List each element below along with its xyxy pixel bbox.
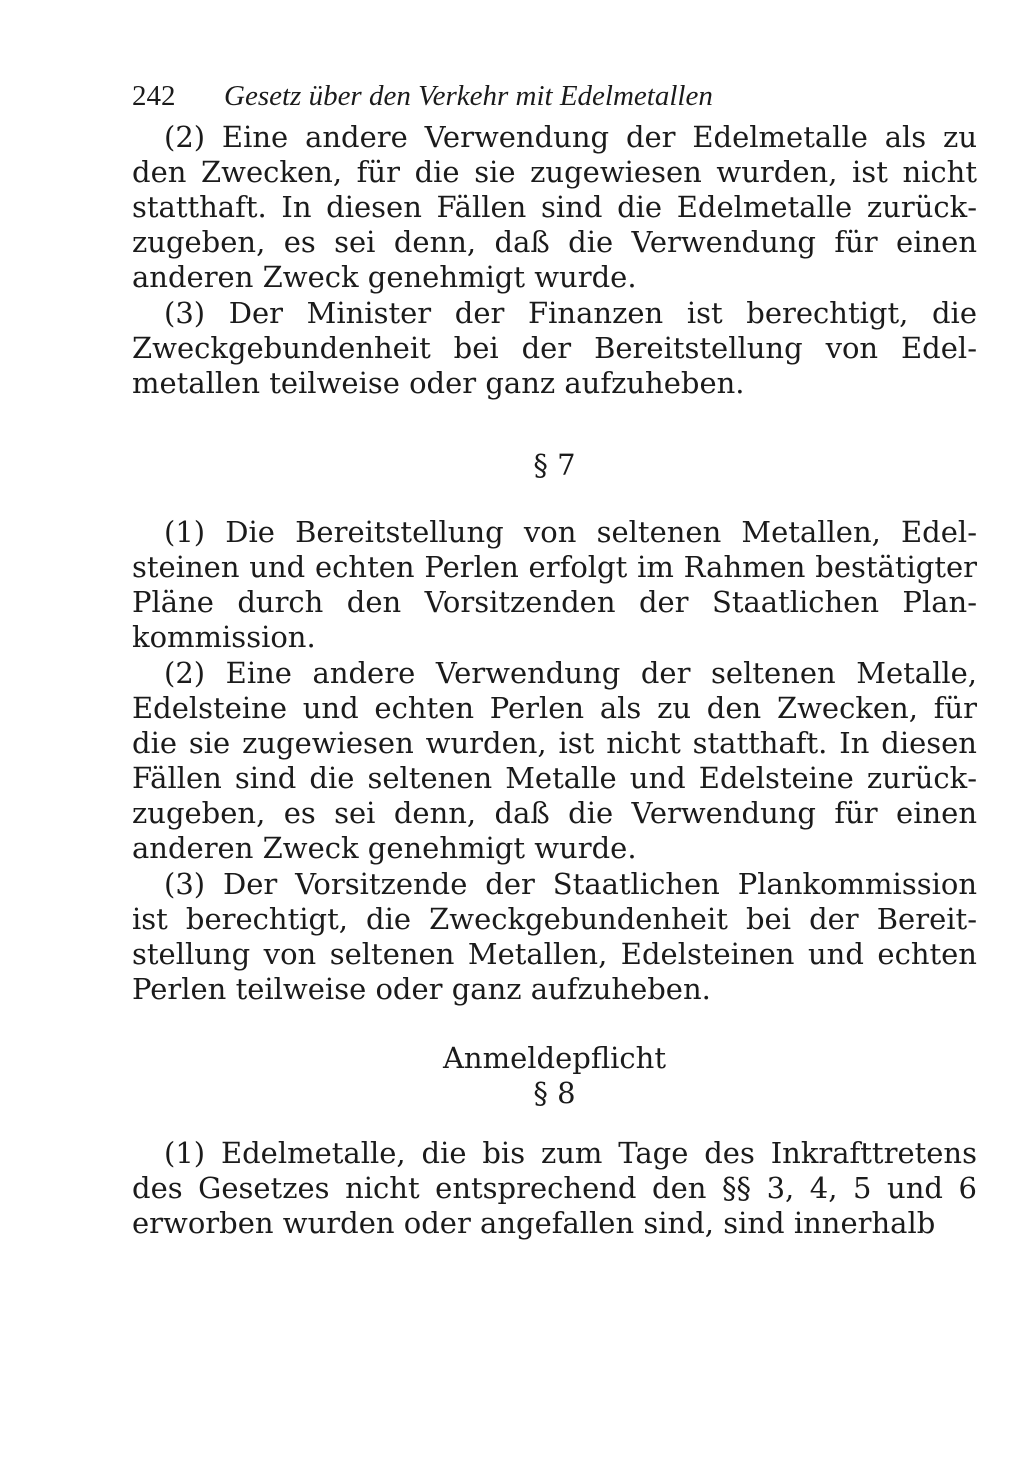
section-mark-8: § 8 <box>533 1076 576 1110</box>
running-title: Gesetz über den Verkehr mit Edelmetallen <box>224 80 713 112</box>
paragraph-s8-1: (1) Edelmetalle, die bis zum Tage des Inkrafttretens des Gesetzes nicht entsprechend den §§ 3, 4, 5 und 6 erworben wurden oder angefallen sind, sind innerhalb <box>132 1136 977 1240</box>
paragraph-s6-3: (3) Der Minister der Finanzen ist berechtigt, die Zweckgebundenheit bei der Bereitstellung von Edelmetallen teilweise oder ganz aufzuheben. <box>132 296 977 400</box>
paragraph-s7-3: (3) Der Vorsitzende der Staatlichen Plankommission ist berechtigt, die Zweckgebundenheit bei der Bereitstellung von seltenen Metallen, Edelsteinen und echten Perlen teilweise oder ganz aufzuheben. <box>132 867 977 1006</box>
page-number: 242 <box>132 80 176 112</box>
section-heading-anmeldepflicht: Anmeldepflicht <box>442 1041 667 1075</box>
document-page <box>132 70 977 1241</box>
page-header <box>132 70 977 120</box>
paragraph-s7-1: (1) Die Bereitstellung von seltenen Metallen, Edelsteinen und echten Perlen erfolgt im Rahmen bestätigter Pläne durch den Vorsitzenden der Staatlichen Plankommission. <box>132 515 977 654</box>
paragraph-s7-2: (2) Eine andere Verwendung der seltenen Metalle, Edelsteine und echten Perlen als zu den Zwecken, für die sie zugewiesen wurden, ist nicht statthaft. In diesen Fällen sind die seltenen Metalle und Edelsteine zurückzugeben, es sei denn, daß die Verwendung für einen anderen Zweck genehmigt wurde. <box>132 656 977 865</box>
section-mark-7: § 7 <box>533 448 576 482</box>
paragraph-s6-2: (2) Eine andere Verwendung der Edelmetalle als zu den Zwecken, für die sie zugewiesen wurden, ist nicht statthaft. In diesen Fällen sind die Edelmetalle zurückzugeben, es sei denn, daß die Verwendung für einen anderen Zweck genehmigt wurde. <box>132 120 977 294</box>
